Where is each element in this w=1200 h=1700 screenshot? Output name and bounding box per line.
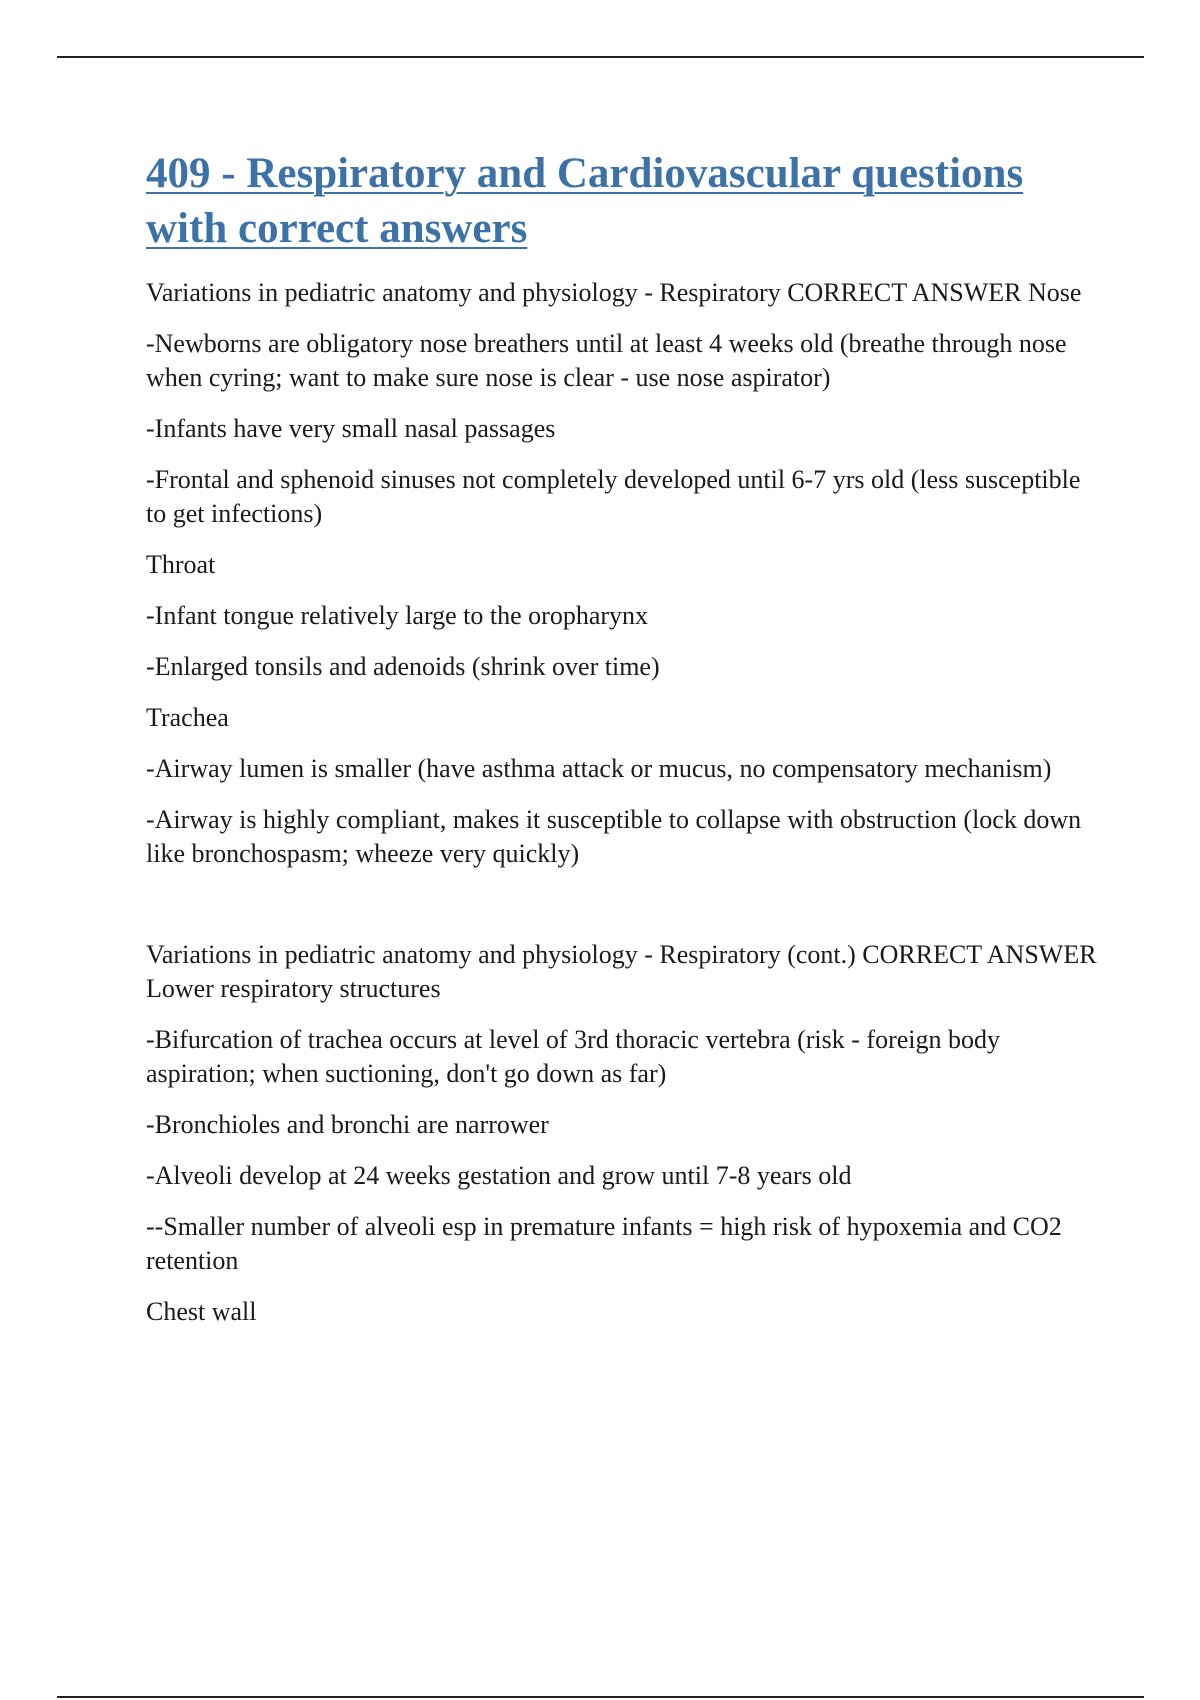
document-title: 409 - Respiratory and Cardiovascular questions with correct answers	[146, 150, 1024, 252]
subheading-trachea: Trachea	[146, 703, 229, 732]
subheading-chest-wall: Chest wall	[146, 1297, 257, 1326]
section-respiratory	[146, 276, 1106, 871]
answer-line: -Infant tongue relatively large to the oropharynx	[146, 601, 649, 630]
answer-line: -Alveoli develop at 24 weeks gestation and grow until 7-8 years old	[146, 1161, 852, 1190]
answer-line: -Bifurcation of trachea occurs at level of 3rd thoracic vertebra (risk - foreign body aspiration; when suctioning, don't go down as far)	[146, 1025, 1001, 1088]
footer-rule	[57, 1696, 1144, 1698]
answer-line: -Bronchioles and bronchi are narrower	[146, 1110, 549, 1139]
section-spacer	[146, 888, 1106, 938]
header-rule	[57, 56, 1144, 58]
question-text: Variations in pediatric anatomy and physiology - Respiratory (cont.) CORRECT ANSWER Lower respiratory structures	[146, 940, 1097, 1003]
answer-line: -Enlarged tonsils and adenoids (shrink over time)	[146, 652, 660, 681]
question-text: Variations in pediatric anatomy and physiology - Respiratory CORRECT ANSWER Nose	[146, 278, 1082, 307]
answer-line: -Frontal and sphenoid sinuses not completely developed until 6-7 yrs old (less susceptible to get infections)	[146, 465, 1081, 528]
section-respiratory-cont	[146, 938, 1106, 1329]
answer-line: -Infants have very small nasal passages	[146, 414, 556, 443]
answer-line: -Airway is highly compliant, makes it susceptible to collapse with obstruction (lock down like bronchospasm; wheeze very quickly)	[146, 805, 1082, 868]
answer-line: --Smaller number of alveoli esp in premature infants = high risk of hypoxemia and CO2 retention	[146, 1212, 1062, 1275]
answer-line: -Newborns are obligatory nose breathers until at least 4 weeks old (breathe through nose when cyring; want to make sure nose is clear - use nose aspirator)	[146, 329, 1067, 392]
subheading-throat: Throat	[146, 550, 216, 579]
document-body	[146, 146, 1106, 1346]
answer-line: -Airway lumen is smaller (have asthma attack or mucus, no compensatory mechanism)	[146, 754, 1052, 783]
